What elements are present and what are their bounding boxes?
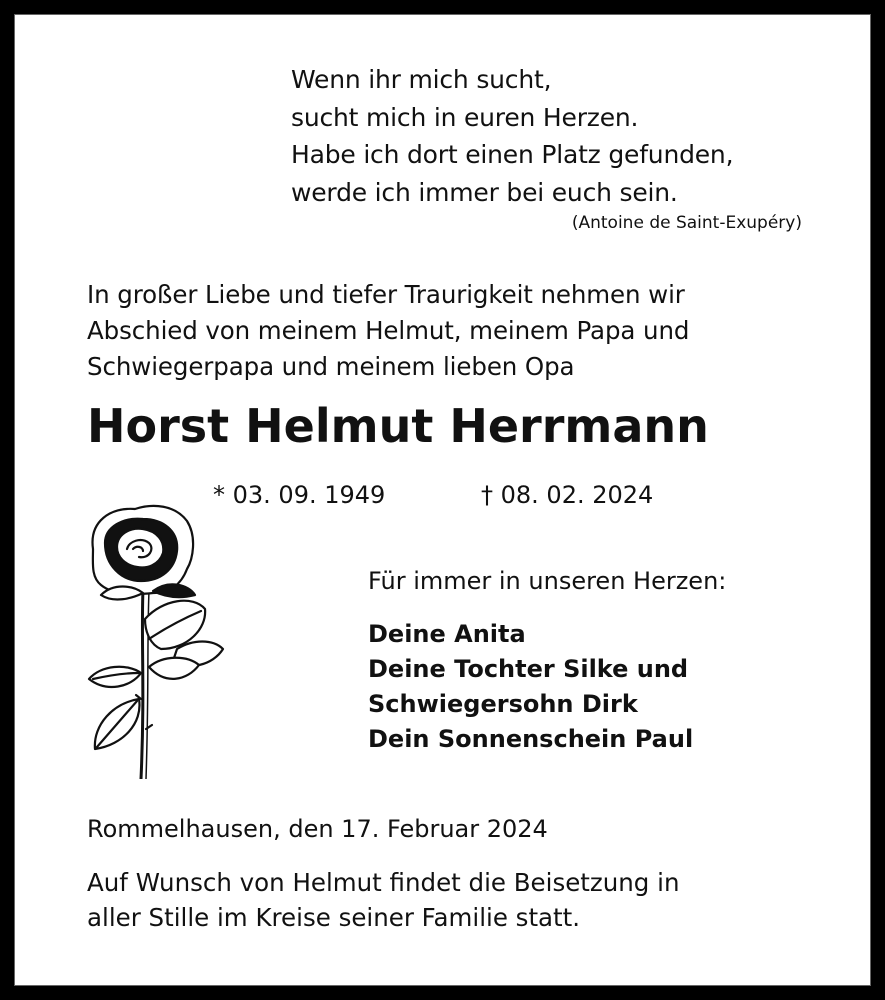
intro-line: Schwiegerpapa und meinem lieben Opa — [87, 352, 575, 381]
mourner: Dein Sonnenschein Paul — [368, 725, 694, 753]
burial-note — [87, 865, 679, 935]
intro-line: In großer Liebe und tiefer Traurigkeit nehmen wir — [87, 280, 685, 309]
poem-author: (Antoine de Saint-Exupéry) — [571, 213, 802, 233]
obituary-notice — [14, 14, 871, 986]
poem-line: sucht mich in euren Herzen. — [291, 102, 639, 132]
note-line: Auf Wunsch von Helmut findet die Beisetzung in — [87, 868, 680, 897]
mourner: Deine Tochter Silke und — [368, 655, 689, 683]
intro-text — [87, 277, 689, 385]
intro-line: Abschied von meinem Helmut, meinem Papa und — [87, 316, 690, 345]
place-date: Rommelhausen, den 17. Februar 2024 — [87, 815, 548, 843]
mourner: Schwiegersohn Dirk — [368, 690, 638, 718]
poem-line: Habe ich dort einen Platz gefunden, — [291, 140, 734, 169]
rose-icon — [83, 499, 227, 779]
birth-date: * 03. 09. 1949 — [213, 481, 386, 509]
note-line: aller Stille im Kreise seiner Familie statt. — [87, 903, 581, 932]
poem — [291, 61, 733, 211]
death-date: † 08. 02. 2024 — [481, 481, 654, 509]
poem-line: werde ich immer bei euch sein. — [291, 177, 678, 207]
mourners-list — [368, 617, 693, 757]
poem-line: Wenn ihr mich sucht, — [291, 65, 552, 94]
deceased-name: Horst Helmut Herrmann — [87, 399, 709, 453]
mourners-heading: Für immer in unseren Herzen: — [368, 567, 727, 595]
mourner: Deine Anita — [368, 620, 526, 648]
